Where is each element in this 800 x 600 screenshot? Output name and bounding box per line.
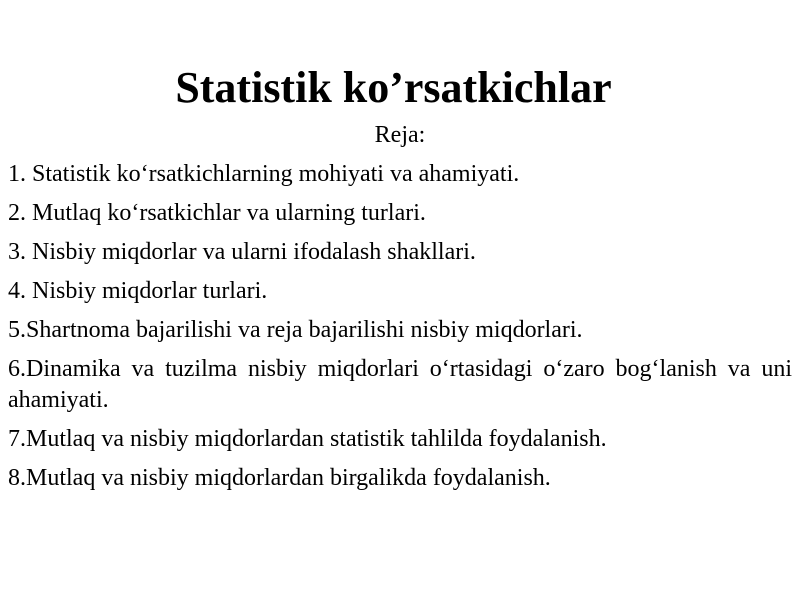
- plan-item-2: 2. Mutlaq ko‘rsatkichlar va ularning turlari.: [8, 200, 426, 226]
- plan-item-8: 8.Mutlaq va nisbiy miqdorlardan birgalikda foydalanish.: [8, 465, 551, 491]
- plan-item-3: 3. Nisbiy miqdorlar va ularni ifodalash shakllari.: [8, 239, 476, 265]
- plan-item-7: 7.Mutlaq va nisbiy miqdorlardan statistik tahlilda foydalanish.: [8, 426, 607, 452]
- plan-list: [8, 159, 792, 502]
- plan-item-6: 6.Dinamika va tuzilma nisbiy miqdorlari o‘rtasidagi o‘zaro bog‘lanish va uni ahamiyati.: [8, 356, 792, 413]
- slide-title: Statistik ko’rsatkichlar: [175, 63, 612, 112]
- plan-heading: Reja:: [374, 122, 426, 148]
- plan-item-5: 5.Shartnoma bajarilishi va reja bajarilishi nisbiy miqdorlari.: [8, 317, 583, 343]
- plan-item-1: 1. Statistik ko‘rsatkichlarning mohiyati va ahamiyati.: [8, 161, 520, 187]
- plan-item-4: 4. Nisbiy miqdorlar turlari.: [8, 278, 268, 304]
